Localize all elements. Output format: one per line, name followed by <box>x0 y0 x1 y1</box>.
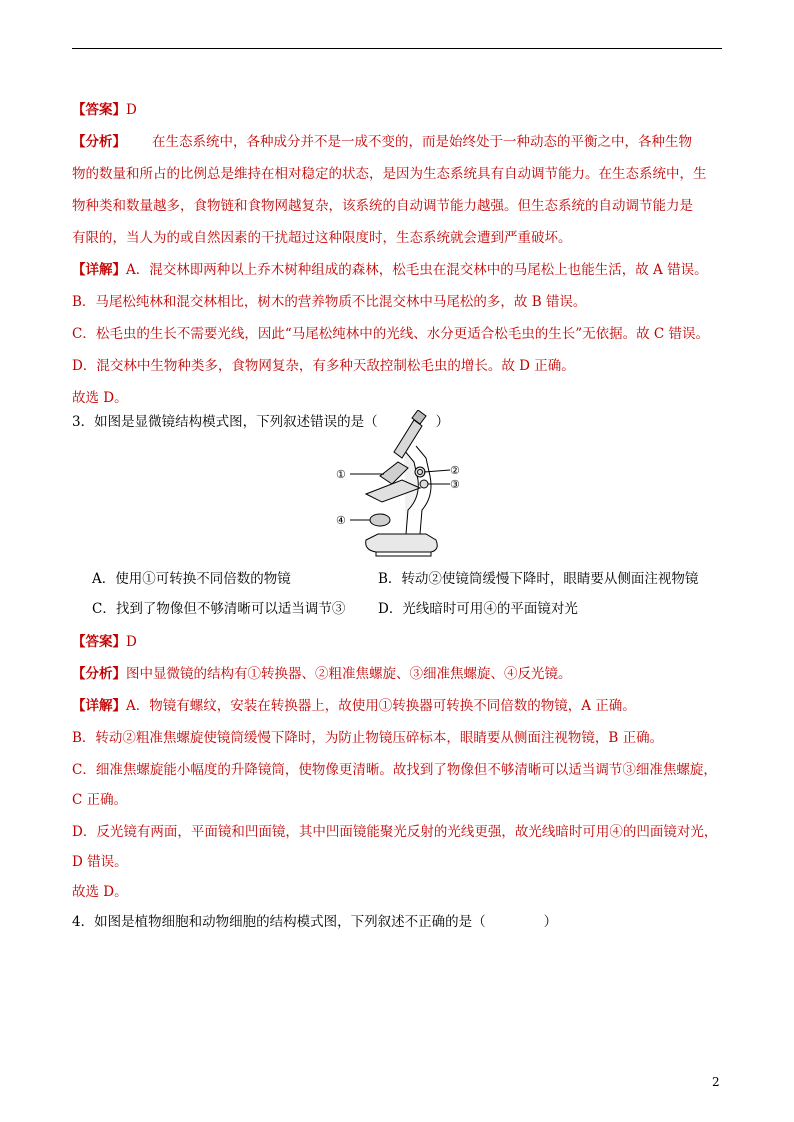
q3-detail-c-2: C 正确。 <box>72 792 128 808</box>
fig-label-3: ③ <box>450 478 460 491</box>
q2-analysis-line-3: 物种类和数量越多，食物链和食物网越复杂，该系统的自动调节能力越强。但生态系统的自动调节能力是 <box>72 198 693 214</box>
page-number: 2 <box>712 1075 720 1089</box>
microscope-figure <box>336 410 464 560</box>
q3-option-c: C．找到了物像但不够清晰可以适当调节③ <box>92 601 346 617</box>
q3-option-d: D．光线暗时可用④的平面镜对光 <box>378 601 578 617</box>
q2-analysis-line-1: 【分析】 在生态系统中，各种成分并不是一成不变的，而是始终处于一种动态的平衡之中，各种生物 <box>72 134 692 150</box>
q3-analysis-line: 【分析】图中显微镜的结构有①转换器、②粗准焦螺旋、③细准焦螺旋、④反光镜。 <box>72 666 572 682</box>
q3-detail-b: B．转动②粗准焦螺旋使镜筒缓慢下降时，为防止物镜压碎标本，眼睛要从侧面注视物镜，B 正确。 <box>72 730 664 746</box>
fig-label-1: ① <box>336 468 346 481</box>
q2-analysis-line-4: 有限的，当人为的或自然因素的干扰超过这种限度时，生态系统就会遭到严重破坏。 <box>72 230 572 246</box>
q2-conclusion: 故选 D。 <box>72 390 128 406</box>
q3-detail-d-1: D．反光镜有两面，平面镜和凹面镜，其中凹面镜能聚光反射的光线更强，故光线暗时可用④的凹面镜对光， <box>72 824 718 840</box>
q2-detail-a: 【详解】A．混交林即两种以上乔木树种组成的森林，松毛虫在混交林中的马尾松上也能生活，故 A 错误。 <box>72 262 708 278</box>
fig-label-4: ④ <box>336 514 346 527</box>
q3-detail-c-1: C．细准焦螺旋能小幅度的升降镜筒，使物像更清晰。故找到了物像但不够清晰可以适当调节③细准焦螺旋， <box>72 762 717 778</box>
q2-detail-b: B．马尾松纯林和混交林相比，树木的营养物质不比混交林中马尾松的多，故 B 错误。 <box>72 294 587 310</box>
q3-option-a: A．使用①可转换不同倍数的物镜 <box>92 571 291 587</box>
q3-detail-a: 【详解】A．物镜有螺纹，安装在转换器上，故使用①转换器可转换不同倍数的物镜，A 正确。 <box>72 698 636 714</box>
q2-answer-line: 【答案】D <box>72 102 137 118</box>
q3-answer-line: 【答案】D <box>72 634 137 650</box>
q3-conclusion: 故选 D。 <box>72 884 128 900</box>
q2-detail-c: C．松毛虫的生长不需要光线，因此“马尾松纯林中的光线、水分更适合松毛虫的生长”无依据。故 C 错误。 <box>72 326 710 342</box>
q2-detail-d: D．混交林中生物种类多，食物网复杂，有多种天敌控制松毛虫的增长。故 D 正确。 <box>72 358 575 374</box>
fig-label-2: ② <box>450 464 460 477</box>
q3-detail-d-2: D 错误。 <box>72 854 128 870</box>
q2-analysis-line-2: 物的数量和所占的比例总是维持在相对稳定的状态，是因为生态系统具有自动调节能力。在生态系统中，生 <box>72 166 707 182</box>
q3-stem: 3．如图是显微镜结构模式图，下列叙述错误的是（ ） <box>72 414 450 430</box>
header-rule <box>72 48 722 49</box>
q4-stem: 4．如图是植物细胞和动物细胞的结构模式图，下列叙述不正确的是（ ） <box>72 914 558 930</box>
q3-option-b: B．转动②使镜筒缓慢下降时，眼睛要从侧面注视物镜 <box>378 571 699 587</box>
